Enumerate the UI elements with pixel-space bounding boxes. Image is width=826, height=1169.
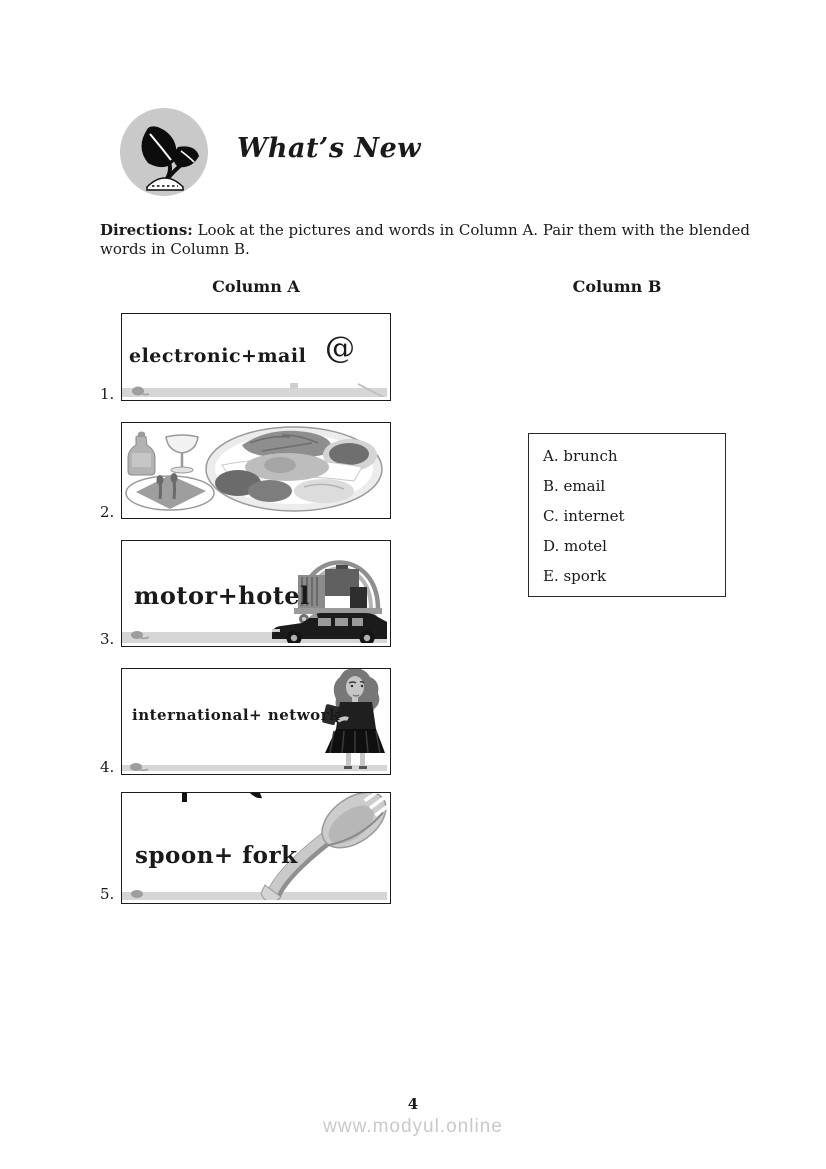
ground-strip <box>122 892 387 900</box>
page-number: 4 <box>407 1095 419 1113</box>
item-number-4: 4. <box>100 758 115 776</box>
item-box-motor-hotel <box>121 540 391 647</box>
at-sign-symbol: @ <box>325 331 355 366</box>
blend-word-3: motor+hotel <box>134 581 310 610</box>
directions-body: Look at the pictures and words in Column A. Pair them with the blended words in Column B. <box>100 221 750 258</box>
blend-word-5: spoon+ fork <box>135 842 298 869</box>
item-box-electronic-mail <box>121 313 391 401</box>
column-a-header: Column A <box>212 277 300 296</box>
item-number-5: 5. <box>100 885 115 903</box>
seedling-logo-icon <box>119 107 209 197</box>
page-title: What’s New <box>237 133 422 164</box>
option-b-email: B. email <box>543 477 606 495</box>
item-number-1: 1. <box>100 385 115 403</box>
directions-label: Directions: <box>100 221 193 239</box>
option-d-motel: D. motel <box>543 537 607 555</box>
cropped-letter-remnant <box>182 793 187 802</box>
snail-icon <box>131 890 143 898</box>
option-e-spork: E. spork <box>543 567 607 585</box>
blend-word-4: international+ network <box>132 706 340 724</box>
directions-text <box>100 221 760 259</box>
item-box-international-network <box>121 668 391 775</box>
option-c-internet: C. internet <box>543 507 625 525</box>
item-box-brunch <box>121 422 391 519</box>
limousine-icon <box>272 612 387 643</box>
item-number-3: 3. <box>100 630 115 648</box>
watermark: www.modyul.online <box>323 1116 503 1137</box>
brunch-meal-image <box>122 423 387 515</box>
option-a-brunch: A. brunch <box>543 447 618 465</box>
column-b-header: Column B <box>572 277 662 296</box>
blend-word-1: electronic+mail <box>129 345 307 367</box>
item-number-2: 2. <box>100 503 115 521</box>
cropped-letter-remnant <box>250 793 262 798</box>
item-box-spoon-fork <box>121 792 391 904</box>
column-b-options-box <box>528 433 726 597</box>
